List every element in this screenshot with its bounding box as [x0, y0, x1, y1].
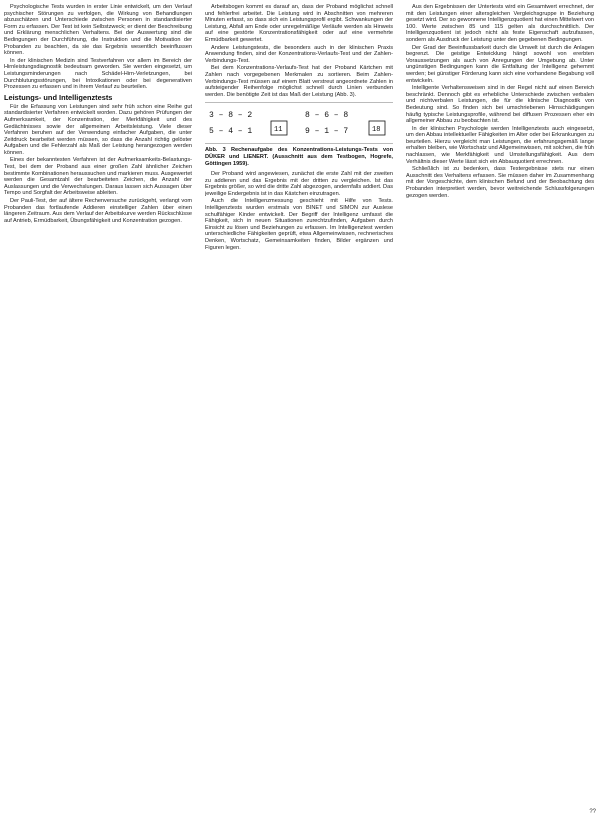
paragraph: Der Proband wird angewiesen, zunächst die erste Zahl mit der zweiten zu addieren und das Ergebnis mit der dritten zu vergleichen. Ist das Ergebnis größer, so wird die dritte Zahl abgezogen, andernfalls addiert. Das jeweilige Endergebnis ist in das Kästchen einzutragen.: [205, 171, 393, 197]
figure-row-2-right: 9 – 1 – 7: [305, 127, 349, 137]
paragraph: Auch die Intelligenzmessung geschieht mit Hilfe von Tests. Intelligenztests wurden erstmals von BINET und SIMON zur Auslese schulfähiger Kinder entwickelt. Der Begriff der Intelligenz umfasst die Fähigkeit, sich in neuen Situationen zurechtzufinden, Aufgaben durch Einsicht zu lösen und Beziehungen zu erfassen. Im Intelligenztest werden unterschiedliche Fähigkeiten geprüft, etwa Allgemeinwissen, rechnerisches Denken, Wortschatz, Gemeinsamkeiten finden, Bilder ergänzen und Figuren legen.: [205, 198, 393, 251]
text-column-middle: [205, 4, 393, 809]
paragraph: Andere Leistungstests, die besonders auch in der klinischen Praxis Anwendung finden, sind der Konzentrations-Verlaufs-Test und der Zahlen-Verbindungs-Test.: [205, 44, 393, 64]
paragraph: Schließlich ist zu bedenken, dass Testergebnisse stets nur einen Ausschnitt des Verhaltens erfassen. Sie müssen daher im Zusammenhang mit der Vorgeschichte, dem klinischen Befund und der Beobachtung des Probanden interpretiert werden, bevor weitreichende Schlussfolgerungen gezogen werden.: [406, 166, 594, 199]
paragraph: Bei dem Konzentrations-Verlaufs-Test hat der Proband Kärtchen mit Zahlen nach vorgegebenen Merkmalen zu sortieren. Beim Zahlen-Verbindungs-Test müssen auf einem Blatt verstreut angeordnete Zahlen in aufsteigender Reihenfolge möglichst schnell durch Linien verbunden werden. Die benötigte Zeit ist das Maß der Leistung (Abb. 3).: [205, 65, 393, 98]
paragraph: Intelligente Verhaltensweisen sind in der Regel nicht auf einen Bereich beschränkt. Dennoch gibt es erhebliche Unterschiede zwischen verbalen und nichtverbalen Leistungen, die für die klinische Diagnostik von Bedeutung sind. So finden sich bei umschriebenen Hirnschädigungen häufig typische Leistungsprofile, während bei diffusen Prozessen eher ein allgemeiner Abbau zu beobachten ist.: [406, 85, 594, 125]
paragraph: Für die Erfassung von Leistungen sind sehr früh schon eine Reihe gut standardisierter Verfahren entwickelt worden. Dazu gehören Prüfungen der Aufmerksamkeit, der Konzentration, der Merkfähigkeit und des Gedächtnisses sowie der allgemeinen Arbeitsleistung. Viele dieser Verfahren beruhen auf der Verwendung einfacher Aufgaben, die unter Zeitdruck bearbeitet werden müssen, so dass die Anzahl richtig gelöster Aufgaben und die Fehlerzahl als Maß der Leistung herangezogen werden können.: [4, 103, 192, 156]
text-column-left: [4, 4, 192, 809]
paragraph: In der klinischen Psychologie werden Intelligenztests auch eingesetzt, um den Abbau intellektueller Fähigkeiten im Alter oder bei Erkrankungen zu beurteilen. Hierzu vergleicht man Leistungen, die erfahrungsgemäß lange erhalten bleiben, wie Wortschatz und Allgemeinwissen, mit solchen, die früh nachlassen, wie Merkfähigkeit und Umstellungsfähigkeit. Aus dem Verhältnis dieser Werte lässt sich ein Abbauquotient errechnen.: [406, 125, 594, 165]
section-heading: Leistungs- und Intelligenztests: [4, 92, 113, 102]
page-number: ??: [589, 809, 596, 815]
paragraph: Arbeitsbogen kommt es darauf an, dass der Proband möglichst schnell und fehlerfrei arbeitet. Die Leistung wird in Abschnitten von mehreren Minuten erfasst, so dass sich ein Leistungsprofil ergibt. Schwankungen der Leistung, Abfall am Ende oder unregelmäßige Verläufe werden als Hinweis auf eine gestörte Konzentrationsfähigkeit oder auf eine vermehrte Ermüdbarkeit gewertet.: [205, 4, 393, 43]
figure-row-1-right: 8 – 6 – 8: [305, 111, 349, 121]
paragraph: Der Pauli-Test, der auf ältere Rechenversuche zurückgeht, verlangt vom Probanden das fortlaufende Addieren einstelliger Zahlen über einen längeren Zeitraum. Aus dem Verlauf der Arbeitskurve werden Rückschlüsse auf Antrieb, Ermüdbarkeit, Übungsfähigkeit und Konzentration gezogen.: [4, 198, 192, 224]
paragraph: Der Grad der Beeinflussbarkeit durch die Umwelt ist durch die Anlagen begrenzt. Die geistige Entwicklung hängt sowohl von ererbten Voraussetzungen als auch von Anregungen der Umgebung ab. Unter ungünstigen Bedingungen kann die Entfaltung der Intelligenz gehemmt werden; bei günstiger Förderung kann sich eine vorhandene Begabung voll entwickeln.: [406, 44, 594, 84]
figure-box-right-value: 18: [372, 126, 381, 135]
figure-test-sample: [205, 102, 393, 144]
paragraph: Psychologische Tests wurden in erster Linie entwickelt, um den Verlauf psychischer Störungen zu verfolgen, die Wirkung von Behandlungen abzuschätzen und Unterschiede zwischen Personen in standardisierter Form zu erfassen. Der Test ist kein Selbstzweck; er dient der Beschreibung und Erklärung menschlichen Verhaltens. Bei der Auswertung sind die Bedingungen der Durchführung, die Instruktion und die Motivation der Probanden zu beachten, da sie das Ergebnis wesentlich beeinflussen können.: [4, 4, 192, 57]
paragraph: Aus den Ergebnissen der Untertests wird ein Gesamtwert errechnet, der mit den Leistungen einer altersgleichen Vergleichsgruppe in Beziehung gesetzt wird. Der so gewonnene Intelligenzquotient hat einen Mittelwert von 100. Werte zwischen 85 und 115 gelten als durchschnittlich. Der Intelligenzquotient ist jedoch nicht als feste Eigenschaft aufzufassen, sondern als Ausdruck der Leistung unter den gegebenen Bedingungen.: [406, 4, 594, 43]
paragraph: Eines der bekanntesten Verfahren ist der Aufmerksamkeits-Belastungs-Test, bei dem der Proband aus einer großen Zahl ähnlicher Zeichen bestimmte Kombinationen heraussuchen und markieren muss. Ausgewertet werden die Gesamtzahl der bearbeiteten Zeichen, die Anzahl der Auslassungen und die Verwechslungen. Daraus lassen sich Aussagen über Tempo und Sorgfalt der Arbeitsweise ableiten.: [4, 157, 192, 197]
figure-row-1-left: 3 – 8 – 2: [209, 111, 253, 121]
figure-box-left-value: 11: [274, 126, 283, 135]
figure-graphic: [205, 103, 393, 143]
paragraph: In der klinischen Medizin sind Testverfahren vor allem im Bereich der Hirnleistungsdiagnostik bedeutsam geworden. Sie werden eingesetzt, um Leistungsminderungen nach Schädel-Hirn-Verletzungen, bei Durchblutungsstörungen, bei Intoxikationen oder bei degenerativen Prozessen zu erfassen und in ihrem Verlauf zu beurteilen.: [4, 57, 192, 91]
figure-row-2-left: 5 – 4 – 1: [209, 127, 253, 137]
text-column-right: [406, 4, 594, 809]
figure-caption: Abb. 3 Rechenaufgabe des Konzentrations-Leistungs-Tests von DÜKER und LIENERT. (Ausschnitt aus dem Testbogen, Hogrefe, Göttingen 1959).: [205, 147, 393, 167]
